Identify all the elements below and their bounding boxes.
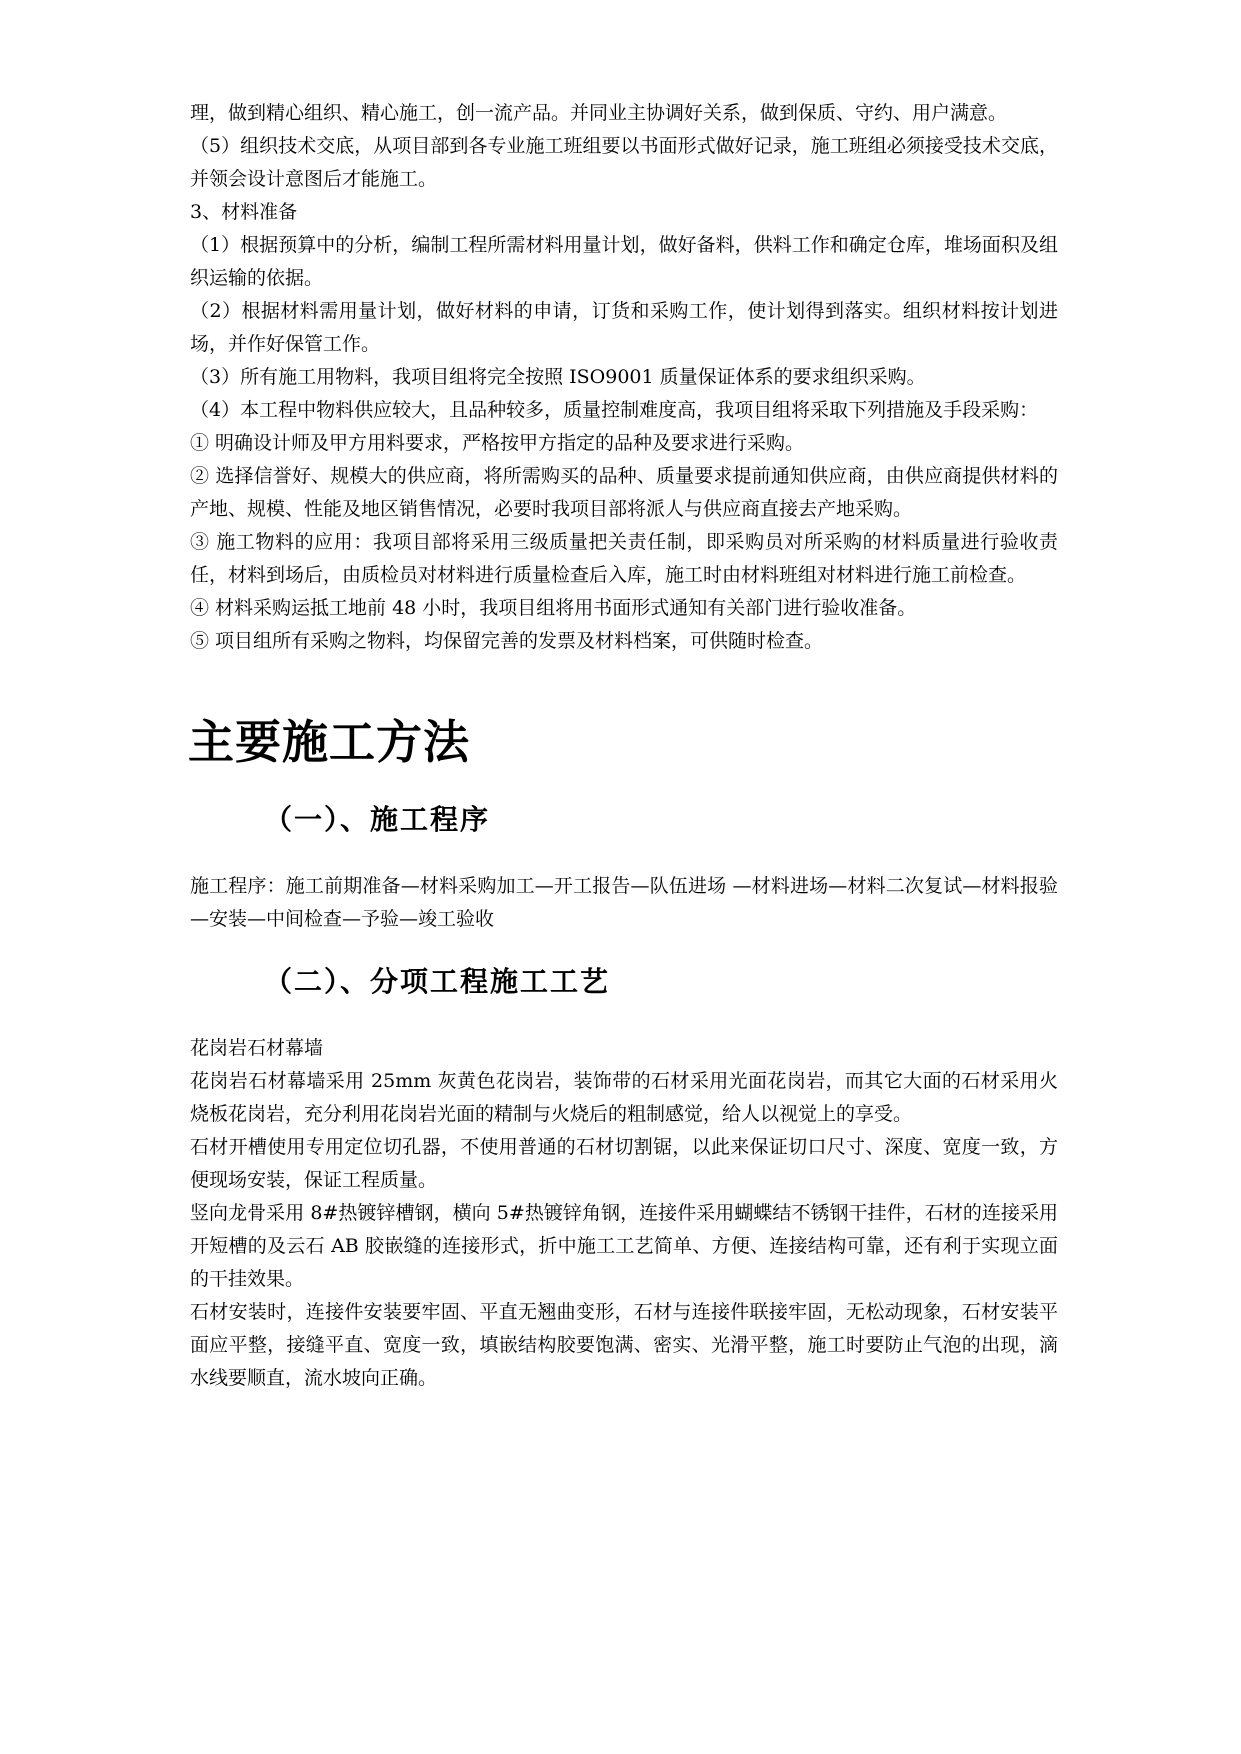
paragraph: 花岗岩石材幕墙采用 25mm 灰黄色花岗岩，装饰带的石材采用光面花岗岩，而其它大面的石材采用火烧板花岗岩，充分利用花岗岩光面的精制与火烧后的粗制感觉，给人以视觉上的享受。 xyxy=(190,1070,1058,1125)
paragraph: （1）根据预算中的分析，编制工程所需材料用量计划，做好备料，供料工作和确定仓库，堆场面积及组织运输的依据。 xyxy=(190,234,1058,289)
paragraph: 花岗岩石材幕墙 xyxy=(190,1037,324,1059)
section-heading-procedure: （一）、施工程序 xyxy=(264,803,491,836)
list-item: ① 明确设计师及甲方用料要求，严格按甲方指定的品种及要求进行采购。 xyxy=(190,432,805,454)
paragraph: 施工程序：施工前期准备—材料采购加工—开工报告—队伍进场 —材料进场—材料二次复试—材料报验—安装—中间检查—予验—竣工验收 xyxy=(190,875,1058,930)
main-heading: 主要施工方法 xyxy=(188,715,470,769)
paragraph: 竖向龙骨采用 8#热镀锌槽钢，横向 5#热镀锌角钢，连接件采用蝴蝶结不锈钢干挂件，石材的连接采用开短槽的及云石 AB 胶嵌缝的连接形式，折中施工工艺简单、方便、连接结构可靠，还有利于实现立面的干挂效果。 xyxy=(190,1202,1058,1290)
list-item: ④ 材料采购运抵工地前 48 小时，我项目组将用书面形式通知有关部门进行验收准备。 xyxy=(190,597,917,619)
paragraph: （5）组织技术交底，从项目部到各专业施工班组要以书面形式做好记录，施工班组必须接受技术交底，并领会设计意图后才能施工。 xyxy=(190,135,1058,190)
paragraph: 石材开槽使用专用定位切孔器，不使用普通的石材切割锯，以此来保证切口尺寸、深度、宽度一致，方便现场安装，保证工程质量。 xyxy=(190,1136,1058,1191)
paragraph: （3）所有施工用物料，我项目组将完全按照 ISO9001 质量保证体系的要求组织采购。 xyxy=(190,366,926,388)
list-item: ⑤ 项目组所有采购之物料，均保留完善的发票及材料档案，可供随时检查。 xyxy=(190,630,824,652)
list-item: ③ 施工物料的应用：我项目部将采用三级质量把关责任制，即采购员对所采购的材料质量进行验收责任，材料到场后，由质检员对材料进行质量检查后入库，施工时由材料班组对材料进行施工前检查。 xyxy=(190,531,1058,586)
paragraph: 石材安装时，连接件安装要牢固、平直无翘曲变形，石材与连接件联接牢固，无松动现象，石材安装平面应平整，接缝平直、宽度一致，填嵌结构胶要饱满、密实、光滑平整，施工时要防止气泡的出现，滴水线要顺直，流水坡向正确。 xyxy=(190,1301,1058,1389)
document-page xyxy=(190,97,1058,1395)
paragraph: 理，做到精心组织、精心施工，创一流产品。并同业主协调好关系，做到保质、守约、用户满意。 xyxy=(190,102,1008,124)
list-item: ② 选择信誉好、规模大的供应商，将所需购买的品种、质量要求提前通知供应商，由供应商提供材料的产地、规模、性能及地区销售情况，必要时我项目部将派人与供应商直接去产地采购。 xyxy=(190,465,1058,520)
section-heading-process: （二）、分项工程施工工艺 xyxy=(264,965,611,998)
paragraph: （4）本工程中物料供应较大，且品种较多，质量控制难度高，我项目组将采取下列措施及手段采购： xyxy=(190,399,1039,421)
paragraph: （2）根据材料需用量计划，做好材料的申请，订货和采购工作，使计划得到落实。组织材料按计划进场，并作好保管工作。 xyxy=(190,300,1058,355)
subheading-materials: 3、材料准备 xyxy=(190,201,298,223)
